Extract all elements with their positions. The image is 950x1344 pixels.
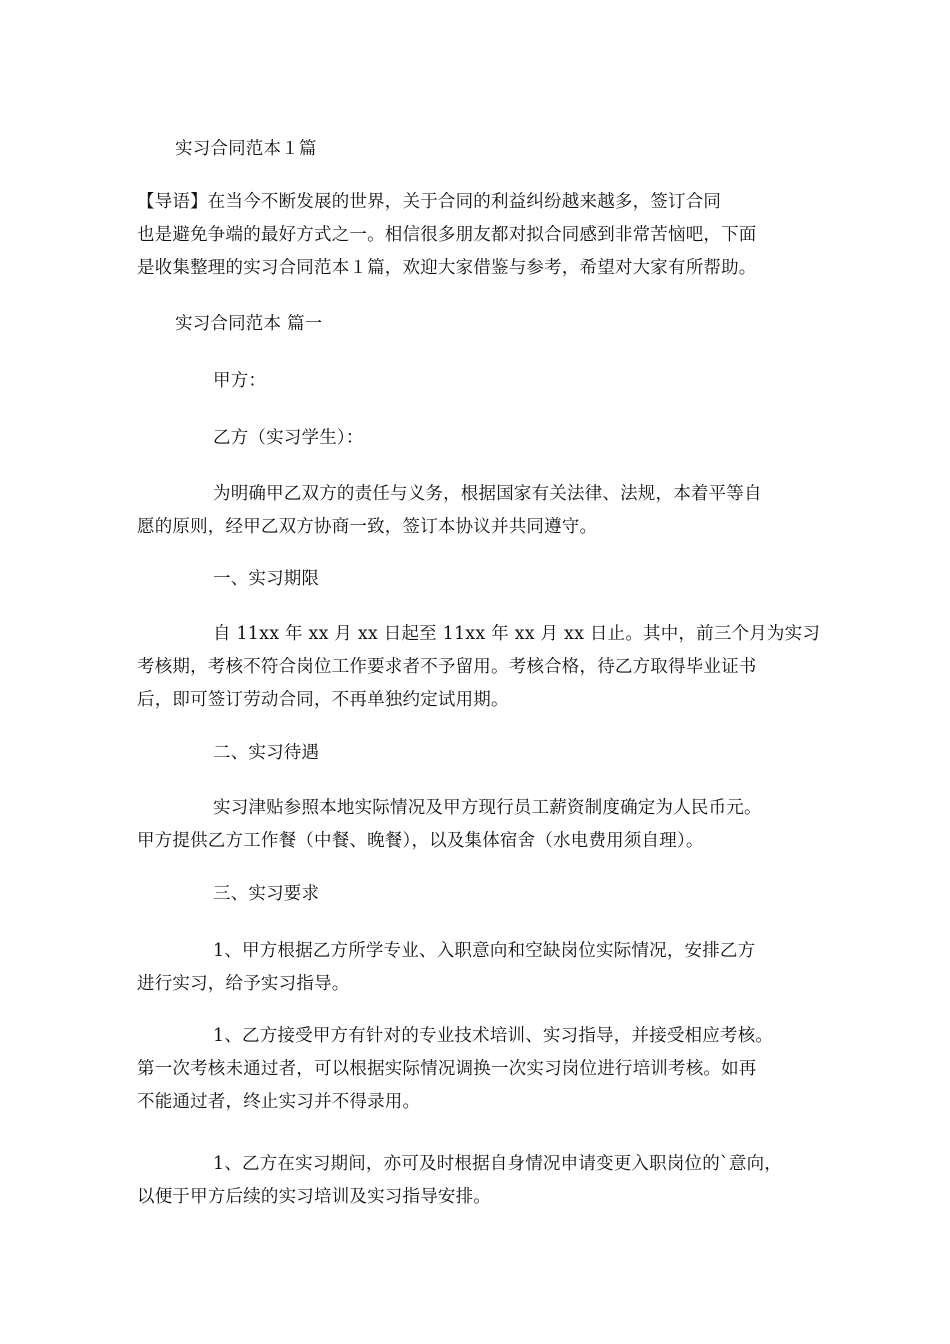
- requirement-2: [137, 1020, 813, 1119]
- requirement-1: [137, 935, 813, 1001]
- document-title-text: 实习合同范本１篇: [175, 139, 317, 159]
- heading-term-text: 一、实习期限: [213, 569, 320, 589]
- term-paragraph: [137, 618, 821, 717]
- term-line-3: 后，即可签订劳动合同，不再单独约定试用期。: [137, 690, 509, 710]
- preamble-paragraph: [137, 478, 813, 544]
- requirement-3: [137, 1148, 813, 1214]
- preamble-line-2: 愿的原则，经甲乙双方协商一致，签订本协议并共同遵守。: [137, 517, 598, 537]
- intro-line-3: 是收集整理的实习合同范本１篇，欢迎大家借鉴与参考，希望对大家有所帮助。: [137, 258, 757, 278]
- requirement-3-line-2: 以便于甲方后续的实习培训及实习指导安排。: [137, 1187, 491, 1207]
- benefits-line-2: 甲方提供乙方工作餐（中餐、晚餐），以及集体宿舍（水电费用须自理）。: [137, 831, 704, 851]
- benefits-paragraph: [137, 792, 813, 858]
- heading-term: [137, 563, 813, 596]
- term-line-1: 自 11xx 年 xx 月 xx 日起至 11xx 年 xx 月 xx 日止。其中，前三个月为实习: [213, 624, 821, 644]
- intro-line-2: 也是避免争端的最好方式之一。相信很多朋友都对拟合同感到非常苦恼吧，下面: [137, 225, 757, 245]
- requirement-2-line-1: 1、乙方接受甲方有针对的专业技术培训、实习指导，并接受相应考核。: [213, 1026, 774, 1046]
- benefits-line-1: 实习津贴参照本地实际情况及甲方现行员工薪资制度确定为人民币元。: [213, 798, 762, 818]
- party-a: [137, 365, 813, 398]
- preamble-line-1: 为明确甲乙双方的责任与义务，根据国家有关法律、法规，本着平等自: [213, 484, 762, 504]
- requirement-1-line-2: 进行实习，给予实习指导。: [137, 974, 350, 994]
- section-title: [137, 308, 813, 341]
- heading-benefits: [137, 737, 813, 770]
- document-title: [137, 133, 813, 166]
- party-b: [137, 422, 813, 455]
- party-a-text: 甲方：: [213, 371, 267, 391]
- heading-requirements-text: 三、实习要求: [213, 884, 320, 904]
- term-line-2: 考核期，考核不符合岗位工作要求者不予留用。考核合格，待乙方取得毕业证书: [137, 657, 757, 677]
- requirement-2-line-3: 不能通过者，终止实习并不得录用。: [137, 1092, 421, 1112]
- heading-requirements: [137, 878, 813, 911]
- heading-benefits-text: 二、实习待遇: [213, 743, 320, 763]
- intro-line-1: 【导语】在当今不断发展的世界，关于合同的利益纠纷越来越多，签订合同: [137, 192, 722, 212]
- section-title-text: 实习合同范本 篇一: [175, 314, 323, 334]
- requirement-1-line-1: 1、甲方根据乙方所学专业、入职意向和空缺岗位实际情况，安排乙方: [213, 941, 756, 961]
- party-b-text: 乙方（实习学生）：: [213, 428, 364, 448]
- intro-paragraph: [137, 186, 813, 285]
- requirement-2-line-2: 第一次考核未通过者，可以根据实际情况调换一次实习岗位进行培训考核。如再: [137, 1059, 757, 1079]
- requirement-3-line-1: 1、乙方在实习期间，亦可及时根据自身情况申请变更入职岗位的`意向，: [213, 1154, 782, 1174]
